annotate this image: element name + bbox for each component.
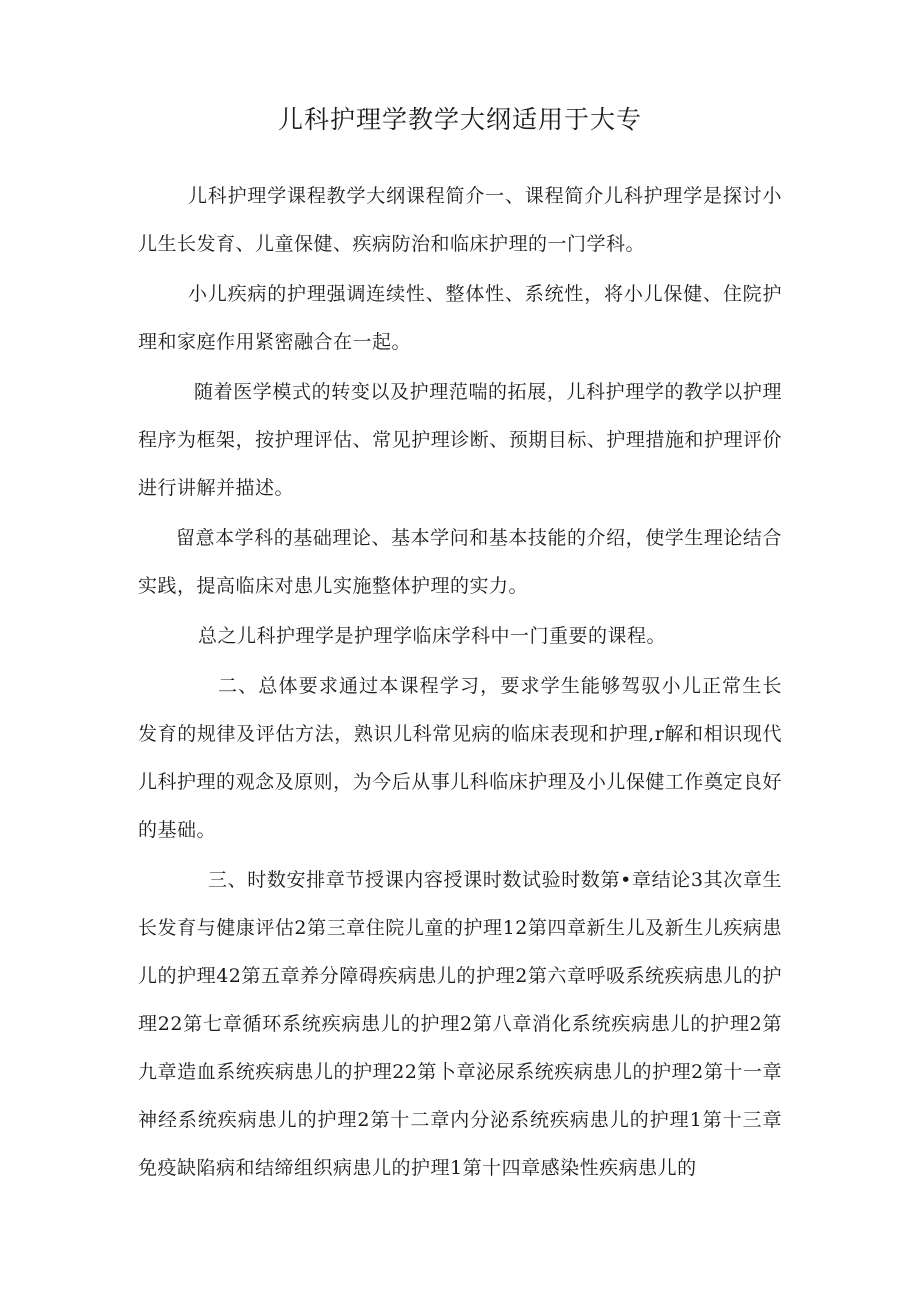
paragraph-summary: 总之儿科护理学是护理学临床学科中一门重要的课程。: [198, 625, 667, 647]
paragraph-fundamentals: 留意本学科的基础理论、基本学问和基本技能的介绍，使学生理论结合实践，提高临床对患儿实施整体护理的实力。: [138, 527, 782, 597]
document-title: 儿科护理学教学大纲适用于大专: [277, 105, 642, 134]
paragraph-intro: 儿科护理学课程教学大纲课程简介一、课程简介儿科护理学是探讨小儿生长发育、儿童保健、疾病防治和临床护理的一门学科。: [138, 185, 782, 255]
document-body: [138, 172, 782, 1192]
paragraph-continuity: 小儿疾病的护理强调连续性、整体性、系统性，将小儿保健、住院护理和家庭作用紧密融合在一起。: [138, 283, 782, 353]
paragraph-general-requirements: 二、总体要求通过本课程学习，要求学生能够驾驭小儿正常生长发育的规律及评估方法，熟识儿科常见病的临床表现和护理,r解和相识现代儿科护理的观念及原则，为今后从事儿科临床护理及小儿保健工作奠定良好的基础。: [138, 675, 782, 841]
paragraph-hour-schedule: 三、时数安排章节授课内容授课时数试验时数第•章结论3其次章生长发育与健康评估2第三章住院儿童的护理12第四章新生儿及新生儿疾病患儿的护理42第五章养分障碍疾病患儿的护理2第六章呼吸系统疾病患儿的护理22第七章循环系统疾病患儿的护理2第八章消化系统疾病患儿的护理2第九章造血系统疾病患儿的护理22第卜章泌尿系统疾病患儿的护理2第十一章神经系统疾病患儿的护理2第十二章内分泌系统疾病患儿的护理1第十三章免疫缺陷病和结缔组织病患儿的护理1第十四章感染性疾病患儿的: [138, 869, 782, 1179]
paragraph-nursing-process: 随着医学模式的转变以及护理范喘的拓展，儿科护理学的教学以护理程序为框架，按护理评估、常见护理诊断、预期目标、护理措施和护理评价进行讲解并描述。: [138, 381, 782, 499]
